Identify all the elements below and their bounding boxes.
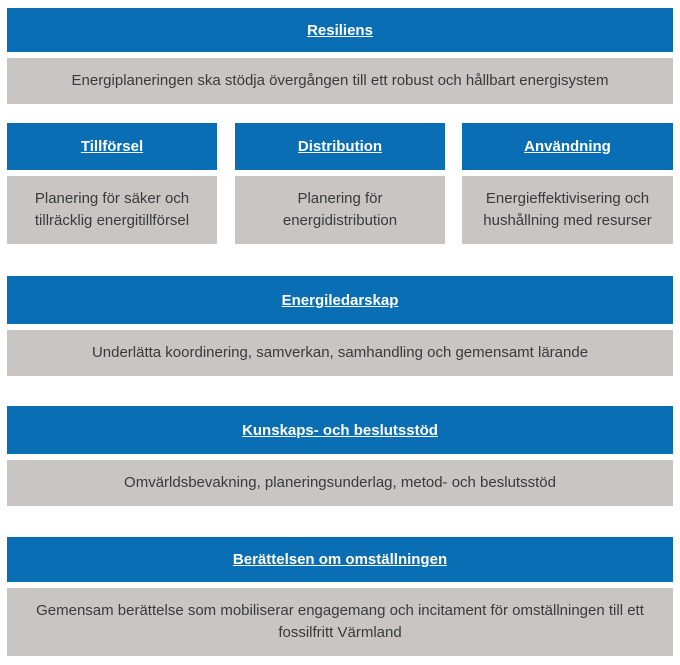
kunskapsstod-link[interactable]: Kunskaps- och beslutsstöd <box>242 421 438 439</box>
distribution-link[interactable]: Distribution <box>297 138 383 155</box>
berattelsen-link[interactable]: Berättelsen om omställningen <box>232 551 448 568</box>
energiledarskap-description: Underlätta koordinering, samverkan, samhandling och gemensamt lärande <box>7 330 673 376</box>
resiliens-header <box>7 8 673 52</box>
kunskapsstod-header <box>7 406 673 454</box>
berattelsen-description: Gemensam berättelse som mobiliserar engagemang och incitament för omställningen till ett fossilfritt Värmland <box>7 588 673 656</box>
kunskapsstod-description: Omvärldsbevakning, planeringsunderlag, metod- och beslutsstöd <box>7 460 673 506</box>
anvandning-header <box>462 123 673 170</box>
anvandning-link[interactable]: Användning <box>524 138 611 155</box>
energiledarskap-link[interactable]: Energiledarskap <box>281 291 399 309</box>
tillforsel-description: Planering för säker och tillräcklig energitillförsel <box>7 176 217 244</box>
energiledarskap-header <box>7 276 673 324</box>
berattelsen-header <box>7 537 673 582</box>
resiliens-description: Energiplaneringen ska stödja övergången till ett robust och hållbart energisystem <box>7 58 673 104</box>
resiliens-link[interactable]: Resiliens <box>307 21 373 39</box>
tillforsel-header <box>7 123 217 170</box>
distribution-header <box>235 123 445 170</box>
tillforsel-link[interactable]: Tillförsel <box>80 138 144 155</box>
distribution-description: Planering för energidistribution <box>235 176 445 244</box>
anvandning-description: Energieffektivisering och hushållning med resurser <box>462 176 673 244</box>
